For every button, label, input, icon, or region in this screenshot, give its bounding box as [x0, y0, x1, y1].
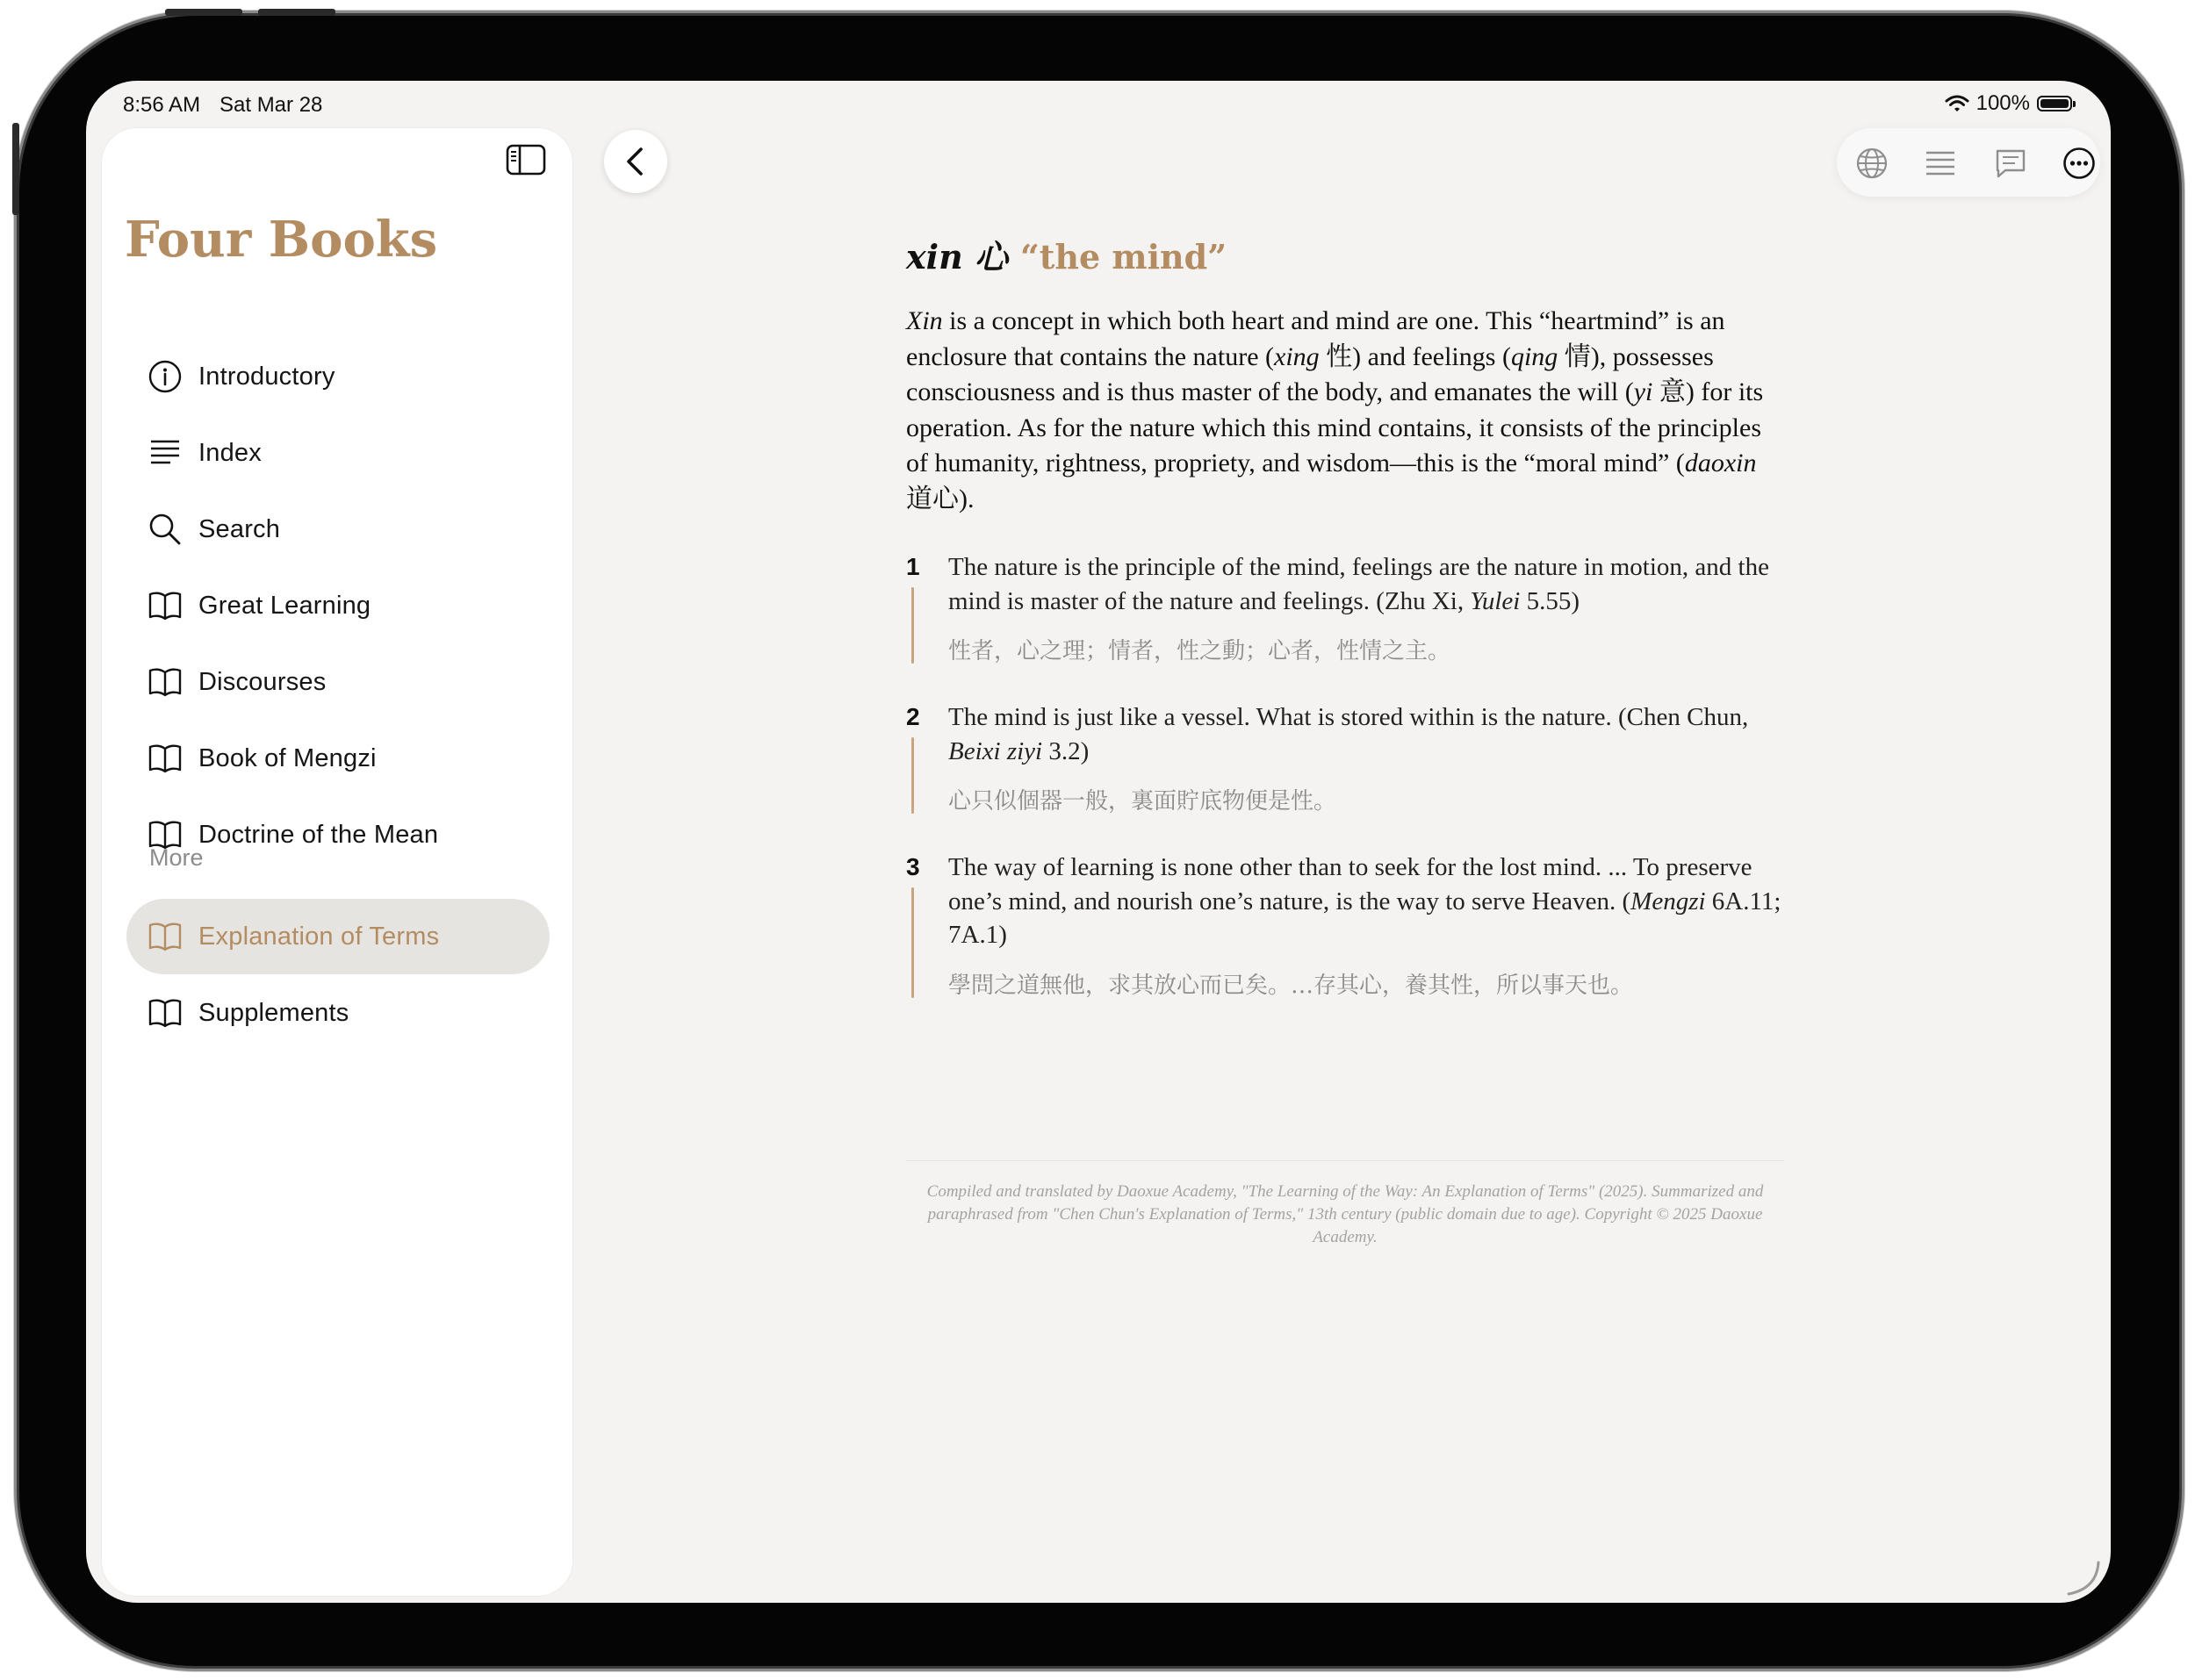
text-run: 5.55) — [1520, 586, 1580, 615]
quote-chinese: 學問之道無他，求其放心而已矣。…存其心，養其性，所以事天也。 — [948, 972, 1634, 999]
quote-2 — [906, 700, 1784, 817]
sidebar-item-introductory[interactable] — [126, 339, 550, 414]
quote-chinese: 心只似個器一般，裏面貯底物便是性。 — [948, 788, 1337, 815]
text-run: The way of learning is none other than to seek for the lost mind. ... To preserve one’s mind, and nourish one’s nature, is the way to serve Heaven. ( — [948, 853, 1752, 915]
status-time: 8:56 AM — [123, 93, 201, 117]
quote-bar — [911, 737, 914, 814]
italic-term: daoxin — [1684, 449, 1757, 477]
sidebar-item-explanation-of-terms[interactable] — [126, 899, 550, 974]
sidebar-item-label: Supplements — [198, 999, 349, 1027]
term-headword: xin 心 — [906, 237, 1008, 276]
battery-percent: 100% — [1976, 91, 2030, 115]
sidebar-toggle-icon[interactable] — [506, 144, 546, 176]
sidebar-item-label: Index — [198, 439, 262, 467]
text-run: The mind is just like a vessel. What is stored within is the nature. (Chen Chun, — [948, 703, 1749, 731]
term-translation: “the mind” — [1019, 237, 1227, 276]
quote-bar — [911, 887, 914, 998]
list-icon[interactable] — [1923, 146, 1958, 181]
volume-down-button — [258, 9, 335, 16]
list-icon — [148, 435, 183, 470]
sidebar-item-label: Great Learning — [198, 592, 371, 620]
quote-3 — [906, 851, 1784, 1002]
italic-term: xing — [1274, 341, 1320, 371]
book-icon — [148, 664, 183, 700]
volume-up-button — [165, 9, 242, 16]
text-run: 情), possesses consciousness and is thus master of the body, and emanates the will ( — [906, 341, 1714, 406]
globe-icon[interactable] — [1854, 146, 1889, 181]
book-icon — [148, 588, 183, 623]
italic-term: yi — [1633, 377, 1653, 406]
battery-icon — [2037, 96, 2072, 111]
quote-number: 2 — [906, 703, 920, 730]
status-bar — [86, 81, 2111, 123]
text-run: 6A.11; 7A.1) — [948, 887, 1781, 949]
sidebar-item-book-of-mengzi[interactable] — [126, 721, 550, 796]
quote-english — [948, 851, 1784, 952]
book-icon — [148, 741, 183, 776]
chevron-left-icon — [622, 146, 650, 177]
back-button[interactable] — [604, 130, 667, 193]
resize-handle-icon[interactable] — [2063, 1559, 2102, 1597]
text-run: 意) for its operation. As for the nature which this mind contains, it consists of the principles of humanity, rightness, propriety, and wisdom—this is the “moral mind” ( — [906, 377, 1764, 477]
text-run: The nature is the principle of the mind, feelings are the nature in motion, and the mind is master of the nature and feelings. (Zhu Xi, — [948, 553, 1769, 615]
italic-term: qing — [1510, 341, 1558, 371]
text-run: 道心). — [906, 484, 975, 513]
quote-number: 1 — [906, 553, 920, 580]
sidebar-title: Four Books — [125, 211, 438, 269]
sidebar-item-label: Search — [198, 515, 281, 543]
italic-term: Yulei — [1470, 586, 1521, 615]
sidebar-item-supplements[interactable] — [126, 975, 550, 1051]
sidebar-item-label: Introductory — [198, 363, 335, 391]
term-definition — [906, 304, 1784, 517]
sidebar-item-label: Discourses — [198, 668, 327, 696]
sidebar-item-label: Book of Mengzi — [198, 744, 377, 772]
search-icon — [148, 512, 183, 547]
text-run: 3.2) — [1042, 736, 1090, 765]
quote-english — [948, 700, 1784, 768]
side-button — [12, 123, 19, 215]
quote-1 — [906, 550, 1784, 667]
sidebar — [102, 128, 572, 1596]
status-right — [1945, 91, 2072, 116]
book-icon — [148, 995, 183, 1030]
italic-term: Xin — [906, 306, 943, 335]
term-heading — [906, 237, 1784, 277]
info-icon — [148, 359, 183, 394]
sidebar-item-label: Explanation of Terms — [198, 923, 440, 951]
italic-term: Beixi ziyi — [948, 736, 1043, 765]
sidebar-item-index[interactable] — [126, 415, 550, 491]
sidebar-item-label: Doctrine of the Mean — [198, 821, 439, 849]
text-run: 性) and feelings ( — [1319, 341, 1511, 371]
section-header-more: More — [149, 844, 204, 871]
copyright-footnote: Compiled and translated by Daoxue Academy, "The Learning of the Way: An Explanation of Terms" (2025). Summarized and paraphrased from "Chen Chun's Explanation of Terms," 13th century (public domain due to age). Copyright © 2025 Daoxue Academy. — [906, 1160, 1784, 1249]
quote-number: 3 — [906, 853, 920, 880]
comment-icon[interactable] — [1993, 146, 2028, 181]
article — [906, 237, 1784, 1002]
wifi-icon — [1945, 94, 1969, 113]
quote-chinese: 性者，心之理；情者，性之動；心者，性情之主。 — [948, 638, 1451, 664]
sidebar-item-search[interactable] — [126, 492, 550, 567]
sidebar-item-discourses[interactable] — [126, 644, 550, 720]
sidebar-item-great-learning[interactable] — [126, 568, 550, 643]
book-icon — [148, 919, 183, 954]
text-run: is a concept in which both heart and mind are one. This “heartmind” is an enclosure that contains the nature ( — [906, 306, 1725, 371]
quote-bar — [911, 587, 914, 664]
status-date: Sat Mar 28 — [220, 93, 323, 117]
toolbar — [1837, 128, 2100, 197]
italic-term: Mengzi — [1630, 887, 1706, 915]
more-icon[interactable] — [2062, 146, 2097, 181]
quote-english — [948, 550, 1784, 618]
screen — [86, 81, 2111, 1603]
